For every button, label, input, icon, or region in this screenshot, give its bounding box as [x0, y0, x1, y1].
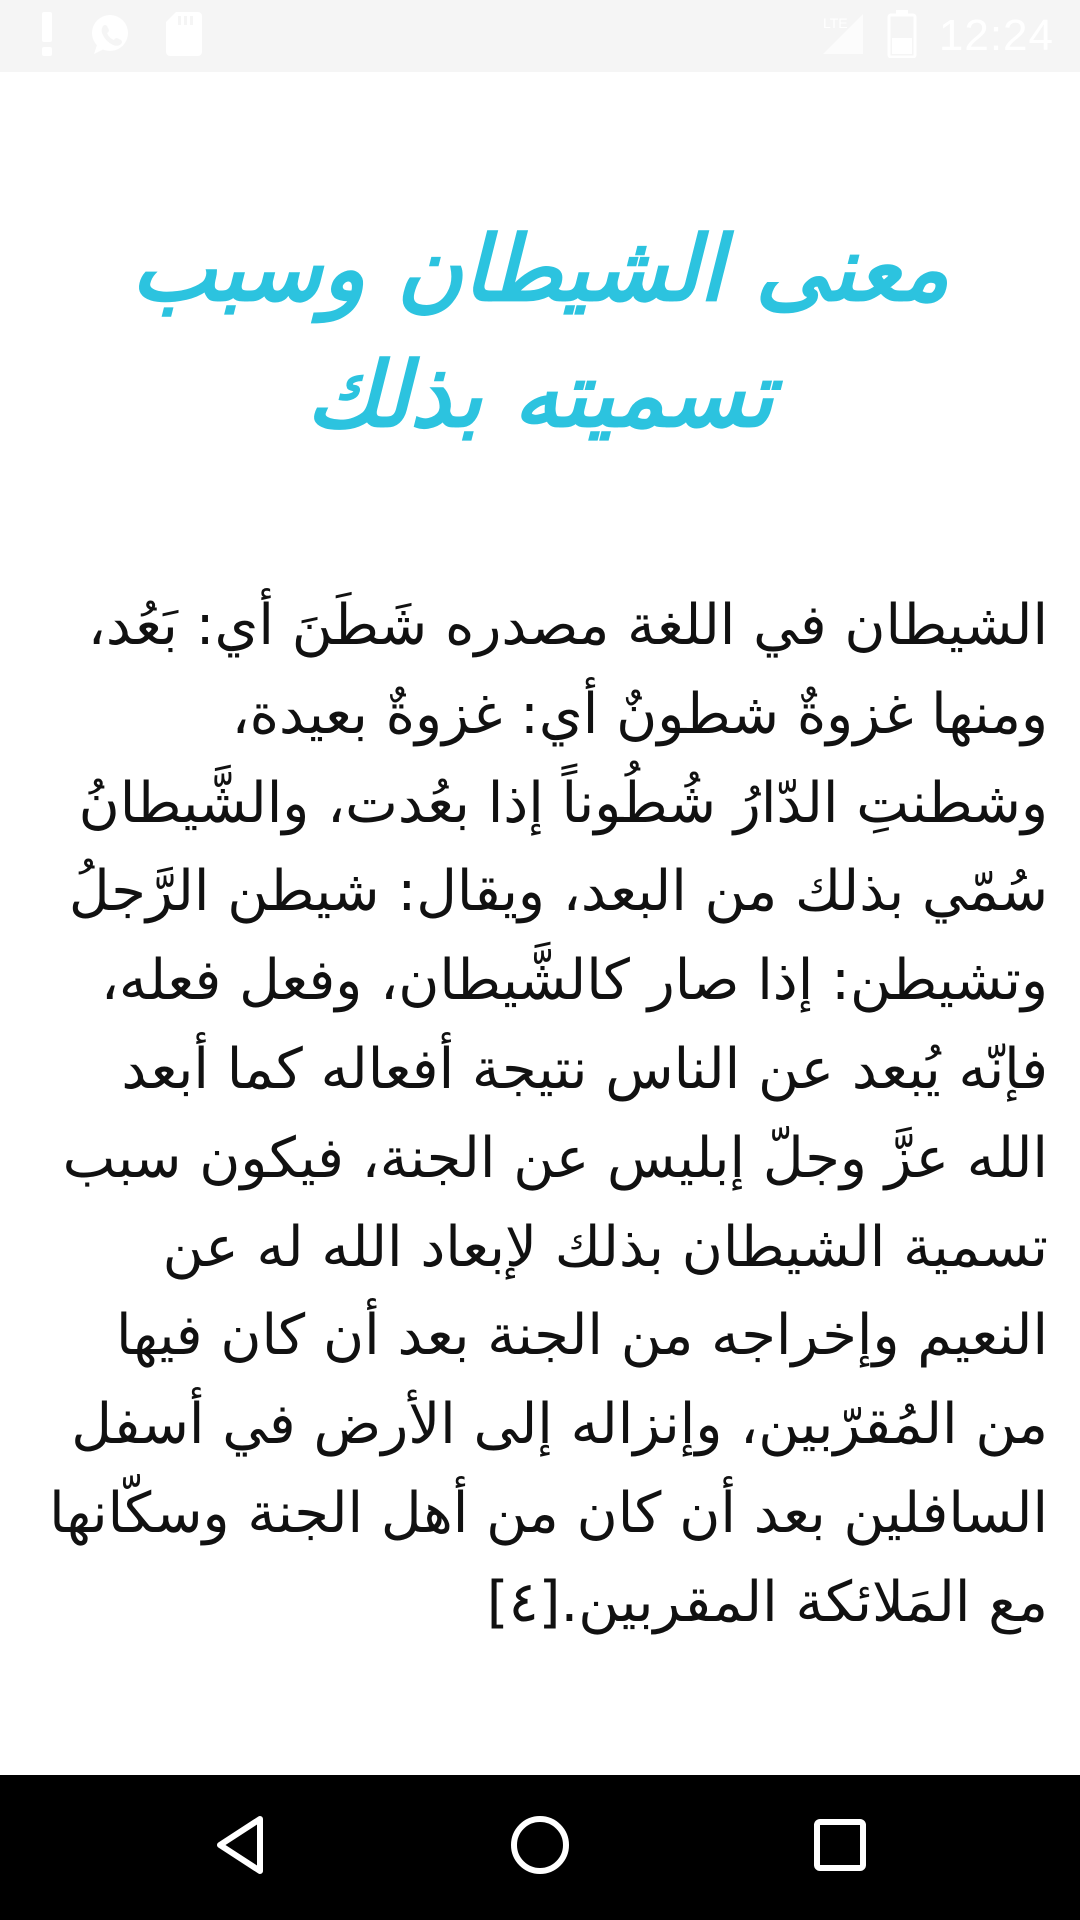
- recents-button[interactable]: [800, 1807, 880, 1887]
- article-content[interactable]: [0, 72, 1080, 1775]
- back-icon: [210, 1813, 270, 1881]
- alert-icon: [40, 12, 54, 60]
- system-indicators: [817, 10, 1054, 62]
- status-bar: [0, 0, 1080, 72]
- sd-card-icon: [166, 12, 202, 60]
- article-title: معنى الشيطان وسبب تسميته بذلك: [130, 217, 950, 448]
- back-button[interactable]: [200, 1807, 280, 1887]
- recents-icon: [812, 1817, 868, 1877]
- home-button[interactable]: [500, 1807, 580, 1887]
- home-icon: [508, 1813, 572, 1881]
- signal-icon: [817, 12, 865, 60]
- clock: 12:24: [938, 11, 1054, 60]
- whatsapp-icon: [88, 12, 132, 60]
- svg-text:LTE: LTE: [822, 15, 848, 31]
- article-body: الشيطان في اللغة مصدره شَطَنَ أي: بَعُد، ومنها غزوةٌ شطونٌ أي: غزوةٌ بعيدة، وشطنتِ الدّارُ شُطُوناً إذا بعُدت، والشَّيطانُ سُمّي بذلك من البعد، ويقال: شيطن الرَّجلُ وتشيطن: إذا صار كالشَّيطان، وفعل فعله، فإنّه يُبعد عن الناس نتيجة أفعاله كما أبعد الله عزَّ وجلّ إبليس عن الجنة، فيكون سبب تسمية الشيطان بذلك لإبعاد الله له عن النعيم وإخراجه من الجنة بعد أن كان فيها من المُقرّبين، وإنزاله إلى الأرض في أسفل السافلين بعد أن كان من أهل الجنة وسكّانها مع المَلائكة المقربين.[٤]: [49, 593, 1048, 1635]
- notification-icons: [40, 12, 202, 60]
- battery-icon: [887, 10, 917, 62]
- navigation-bar: [0, 1775, 1080, 1920]
